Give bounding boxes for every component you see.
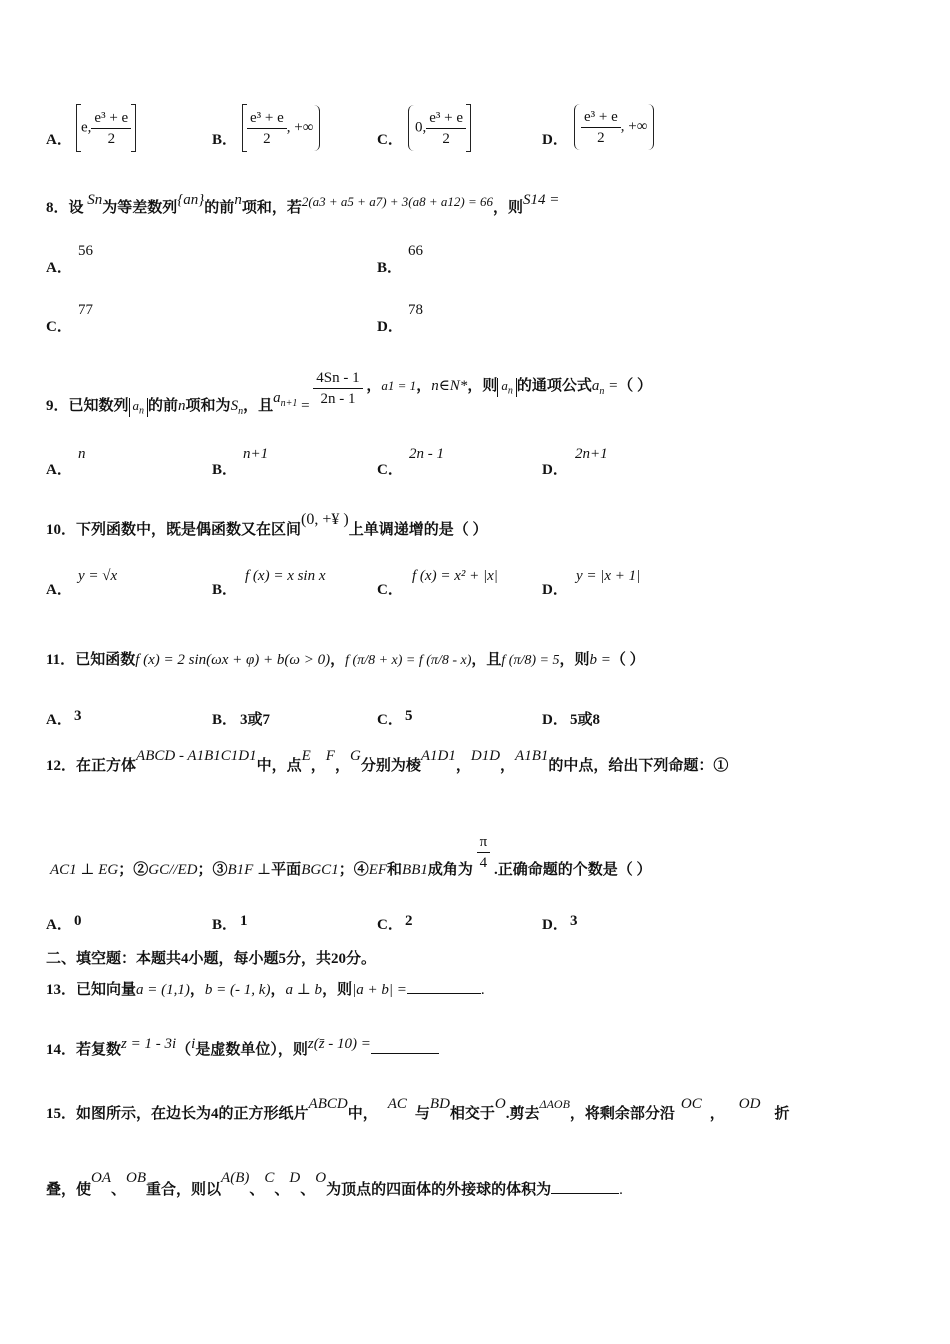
q10-option-a-value: y = √x [78,568,118,584]
q9-option-b-value: n+1 [243,446,269,462]
q12-option-a-label: A． [46,917,72,933]
q15-answer-blank[interactable] [551,1179,619,1194]
q11-option-c-value: 5 [405,708,413,724]
q12-option-b-value: 1 [240,913,248,929]
q12-option-a-value: 0 [74,913,82,929]
q12-option-d-value: 3 [570,913,578,929]
q10-option-b-value: f (x) = x sin x [245,568,326,584]
q15-stem-line1: 15．如图所示，在边长为4的正方形纸片ABCD中，AC与BD相交于O.剪去ΔAOB，将剩余部分沿OC，OD折 [46,1096,790,1122]
q12-option-c-value: 2 [405,913,413,929]
q12-stem-line2: AC1 ⊥ EG；②GC//ED；③B1F ⊥平面BGC1；④EF和BB1成角为 $\frac{\pi}{4}$ .正确命题的个数是（ ） [50,834,652,878]
q11-option-d-label: D． [542,712,568,728]
q9-option-d-value: 2n+1 [575,446,608,462]
q8-option-a-label: A． [46,260,72,276]
q9-option-d-label: D． [542,462,568,478]
q12-stem-line1: 12．在正方体ABCD - A1B1C1D1中，点E，F，G分别为棱A1D1，D1D，A1B1的中点，给出下列命题：① [46,748,729,774]
q9-option-a-value: n [78,446,86,462]
q7-option-b-label: B． [212,132,238,148]
q9-stem: 9．已知数列 $a_n$ 的前n项和为$S_n$，且$a_{n+1}$ = $\frac{4Sn - 1}{2n - 1}$ ，a1 = 1，n∈N*，则 $a_n$ 的通项公式$a_n$ =（ ） [46,370,652,417]
q8-option-a-value: 56 [78,243,93,259]
q12-option-d-label: D． [542,917,568,933]
q8-option-b-label: B． [377,260,403,276]
q7-option-c-label: C． [377,132,403,148]
q8-option-d-value: 78 [408,302,423,318]
q14-answer-blank[interactable] [371,1039,439,1054]
q7-options [0,100,950,160]
q13-answer-blank[interactable] [407,979,481,994]
q11-option-b-label: B． [212,712,238,728]
q7-option-d-label: D． [542,132,568,148]
q11-stem: 11．已知函数f (x) = 2 sin(ωx + φ) + b(ω > 0)，f (π/8 + x) = f (π/8 - x)，且f (π/8) = 5，则b =（ ） [46,652,645,668]
q10-option-d-value: y = |x + 1| [576,568,641,584]
q10-option-a-label: A． [46,582,72,598]
q9-option-b-label: B． [212,462,238,478]
q7-option-a-label: A． [46,132,72,148]
q11-option-a-value: 3 [74,708,82,724]
q8-option-d-label: D． [377,319,403,335]
q11-option-d-value: 5或8 [570,712,601,728]
q8-option-c-value: 77 [78,302,93,318]
q7-option-b-value: $\frac{\text{e³ + e}}{2}$ , +∞ [242,104,320,152]
q8-option-b-value: 66 [408,243,423,259]
q11-option-a-label: A． [46,712,72,728]
q13-stem: 13．已知向量a = (1,1)，b = (- 1, k)，a ⊥ b，则|a + b| = . [46,978,485,999]
q7-option-d-value: $\frac{\text{e³ + e}}{2}$ , +∞ [574,104,654,150]
q9-option-c-label: C． [377,462,403,478]
q11-option-b-value: 3或7 [240,712,271,728]
q14-stem: 14．若复数z = 1 - 3i（i是虚数单位），则z(z̄ - 10) = [46,1038,439,1059]
q12-option-c-label: C． [377,917,403,933]
q8-option-c-label: C． [46,319,72,335]
q15-stem-line2: 叠，使OA、OB重合，则以A(B)、C、D、O为顶点的四面体的外接球的体积为 . [46,1170,623,1198]
q7-option-a-value: e, $\frac{\text{e³ + e}}{2}$ [76,104,136,152]
q7-option-c-value: 0, $\frac{\text{e³ + e}}{2}$ [408,104,471,152]
q11-option-c-label: C． [377,712,403,728]
section2-heading: 二、填空题：本题共4小题，每小题5分，共20分。 [46,951,377,967]
q10-option-c-value: f (x) = x² + |x| [412,568,498,584]
q8-stem: 8．设 Sn为等差数列{an}的前n项和，若2(a3 + a5 + a7) + 3(a8 + a12) = 66，则S14 = [46,192,560,216]
q10-option-d-label: D． [542,582,568,598]
q12-option-b-label: B． [212,917,238,933]
q10-option-c-label: C． [377,582,403,598]
q10-stem: 10．下列函数中，既是偶函数又在区间(0, +¥ )上单调递增的是（ ） [46,511,488,538]
q9-option-a-label: A． [46,462,72,478]
q10-option-b-label: B． [212,582,238,598]
q9-option-c-value: 2n - 1 [409,446,444,462]
